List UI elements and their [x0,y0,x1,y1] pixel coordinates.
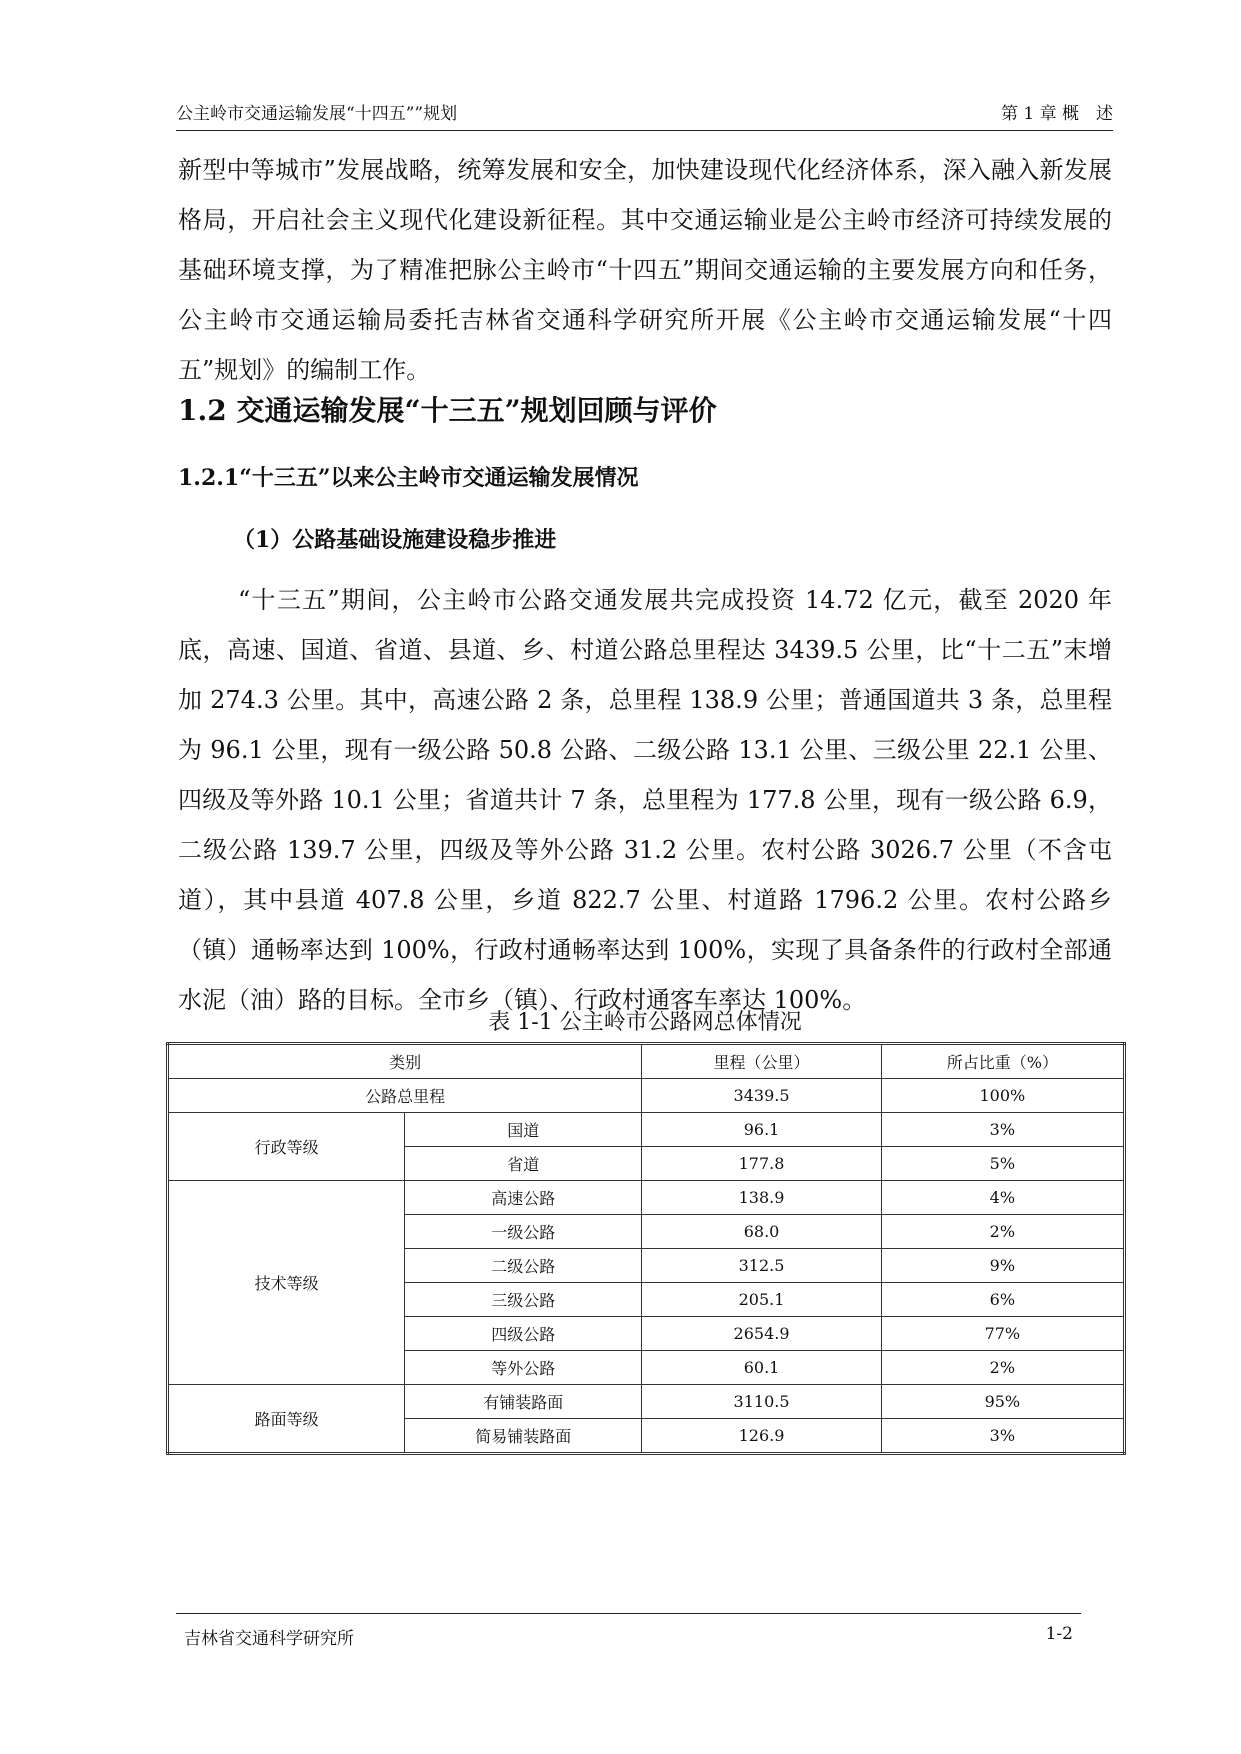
mileage-value: 312.5 [642,1249,881,1283]
road-type: 四级公路 [405,1317,642,1351]
share-value: 77% [881,1317,1124,1351]
mileage-value: 96.1 [642,1113,881,1147]
road-type: 国道 [405,1113,642,1147]
mileage-value: 205.1 [642,1283,881,1317]
page-footer [176,1613,1081,1649]
group-name: 行政等级 [168,1113,405,1181]
share-value: 2% [881,1215,1124,1249]
body-paragraph: “十三五”期间，公主岭市公路交通发展共完成投资 14.72 亿元，截至 2020 年底，高速、国道、省道、县道、乡、村道公路总里程达 3439.5 公里，比“十二五”末增加 274.3 公里。其中，高速公路 2 条，总里程 138.9 公里；普通国道共 3 条，总里程为 96.1 公里，现有一级公路 50.8 公路、二级公路 13.1 公里、三级公里 22.1 公里、四级及等外路 10.1 公里；省道共计 7 条，总里程为 177.8 公里，现有一级公路 6.9，二级公路 139.7 公里，四级及等外公路 31.2 公里。农村公路 3026.7 公里（不含屯道），其中县道 407.8 公里，乡道 822.7 公里、村道路 1796.2 公里。农村公路乡（镇）通畅率达到 100%，行政村通畅率达到 100%，实现了具备条件的行政村全部通水泥（油）路的目标。全市乡（镇）、行政村通客车率达 100%。 [178,586,1112,1014]
share-value: 9% [881,1249,1124,1283]
section-title: 1.2 交通运输发展“十三五”规划回顾与评价 [178,394,717,427]
table-body [168,1044,1125,1454]
highway-network-table [166,1042,1126,1455]
share-value: 4% [881,1181,1124,1215]
header-share: 所占比重（%） [881,1044,1124,1079]
header-mileage: 里程（公里） [642,1044,881,1079]
road-type: 高速公路 [405,1181,642,1215]
share-value: 6% [881,1283,1124,1317]
road-type: 一级公路 [405,1215,642,1249]
share-value: 3% [881,1419,1124,1454]
table-row [168,1113,1125,1147]
intro-paragraph: 新型中等城市”发展战略，统筹发展和安全，加快建设现代化经济体系，深入融入新发展格局，开启社会主义现代化建设新征程。其中交通运输业是公主岭市经济可持续发展的基础环境支撑，为了精准把脉公主岭市“十四五”期间交通运输的主要发展方向和任务，公主岭市交通运输局委托吉林省交通科学研究所开展《公主岭市交通运输发展“十四五”规划》的编制工作。 [178,156,1112,384]
road-type: 省道 [405,1147,642,1181]
header-chapter-title: 第 1 章 概 述 [1000,104,1113,124]
group-name: 技术等级 [168,1181,405,1385]
subsection-title: 1.2.1“十三五”以来公主岭市交通运输发展情况 [178,465,639,491]
header-category: 类别 [168,1044,642,1079]
page-number: 1-2 [1045,1624,1073,1644]
table-header-row [168,1044,1125,1079]
table-total-row [168,1079,1125,1113]
mileage-value: 60.1 [642,1351,881,1385]
table-row [168,1181,1125,1215]
road-type: 等外公路 [405,1351,642,1385]
share-value: 5% [881,1147,1124,1181]
total-mileage: 3439.5 [642,1079,881,1113]
share-value: 2% [881,1351,1124,1385]
mileage-value: 177.8 [642,1147,881,1181]
group-name: 路面等级 [168,1385,405,1454]
mileage-value: 3110.5 [642,1385,881,1419]
total-label: 公路总里程 [168,1079,642,1113]
road-type: 有铺装路面 [405,1385,642,1419]
table-row [168,1385,1125,1419]
footer-institution: 吉林省交通科学研究所 [184,1629,354,1649]
page-body [178,145,1112,1446]
road-type: 简易铺装路面 [405,1419,642,1454]
road-type: 三级公路 [405,1283,642,1317]
share-value: 3% [881,1113,1124,1147]
mileage-value: 68.0 [642,1215,881,1249]
mileage-value: 126.9 [642,1419,881,1454]
share-value: 95% [881,1385,1124,1419]
page-header [176,98,1113,131]
road-type: 二级公路 [405,1249,642,1283]
mileage-value: 138.9 [642,1181,881,1215]
header-document-title: 公主岭市交通运输发展“十四五””规划 [176,104,458,124]
mileage-value: 2654.9 [642,1317,881,1351]
total-share: 100% [881,1079,1124,1113]
item-title: （1）公路基础设施建设稳步推进 [233,527,557,553]
table-caption: 表 1-1 公主岭市公路网总体情况 [488,1010,802,1035]
